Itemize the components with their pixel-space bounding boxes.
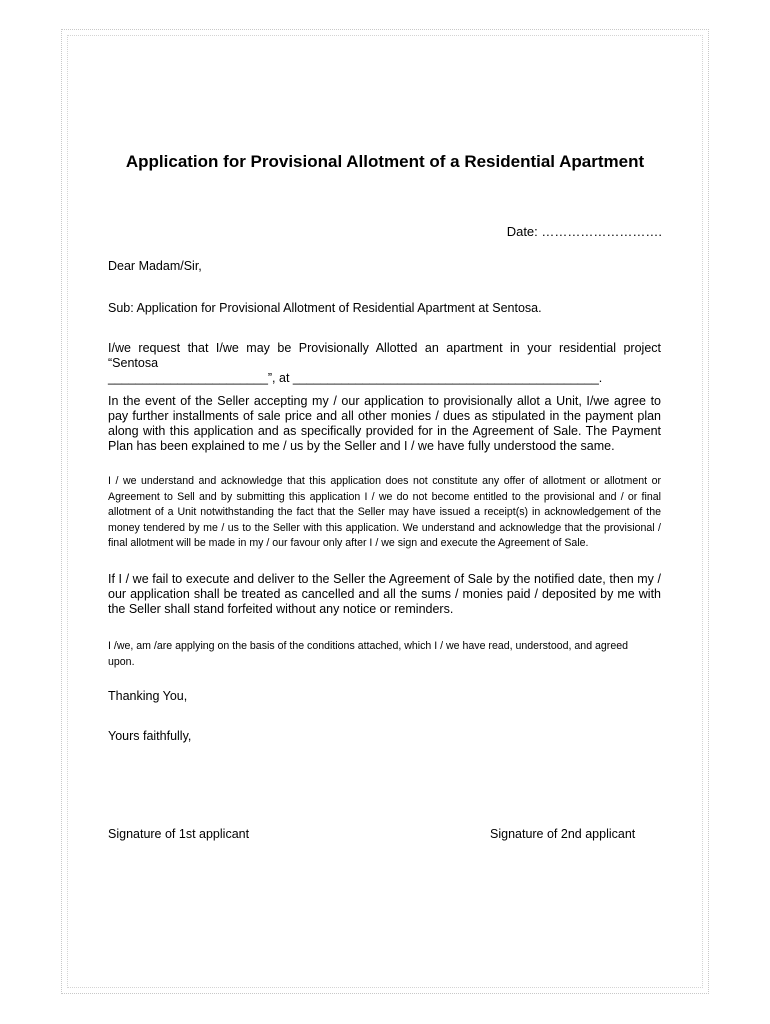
request-line-2: _______________________”, at ____________________________________________.: [108, 371, 603, 385]
request-line-1: I/we request that I/we may be Provisionally Allotted an apartment in your residential project “Sentosa: [108, 341, 661, 370]
installments-paragraph: In the event of the Seller accepting my / our application to provisionally allot a Unit, I/we agree to pay further installments of sale price and all other monies / dues as stipulated in the payment plan along with this application and as specifically provided for in the Agreement of Sale. The Payment Plan has been explained to me / us by the Seller and I / we have fully understood the same.: [108, 394, 661, 453]
document-title: Application for Provisional Allotment of a Residential Apartment: [125, 152, 645, 171]
salutation: Dear Madam/Sir,: [108, 259, 202, 273]
signature-1st-applicant: Signature of 1st applicant: [108, 827, 250, 841]
request-paragraph: [108, 341, 661, 386]
signature-2nd-applicant: Signature of 2nd applicant: [490, 827, 636, 841]
acknowledge-paragraph: I / we understand and acknowledge that this application does not constitute any offer of allotment or allotment or Agreement to Sell and by submitting this application I / we do not become entitled to the provisional and / or final allotment of a Unit notwithstanding the fact that the Seller may have issued a receipt(s) in acknowledgement of the money tendered by me / us to the Seller with this application. We understand and acknowledge that the provisional / final allotment will be made in my / our favour only after I / we sign and execute the Agreement of Sale.: [108, 475, 661, 549]
closing-line: Yours faithfully,: [108, 729, 192, 743]
date-line: Date: ……………………….: [506, 224, 662, 239]
subject-line: Sub: Application for Provisional Allotment of Residential Apartment at Sentosa.: [108, 301, 542, 315]
conditions-paragraph: I /we, am /are applying on the basis of the conditions attached, which I / we have read, understood, and agreed upon.: [108, 640, 629, 668]
fail-paragraph: If I / we fail to execute and deliver to the Seller the Agreement of Sale by the notified date, then my / our application shall be treated as cancelled and all the sums / monies paid / deposited by me with the Seller shall stand forfeited without any notice or reminders.: [108, 572, 661, 616]
thanking-line: Thanking You,: [108, 689, 188, 703]
